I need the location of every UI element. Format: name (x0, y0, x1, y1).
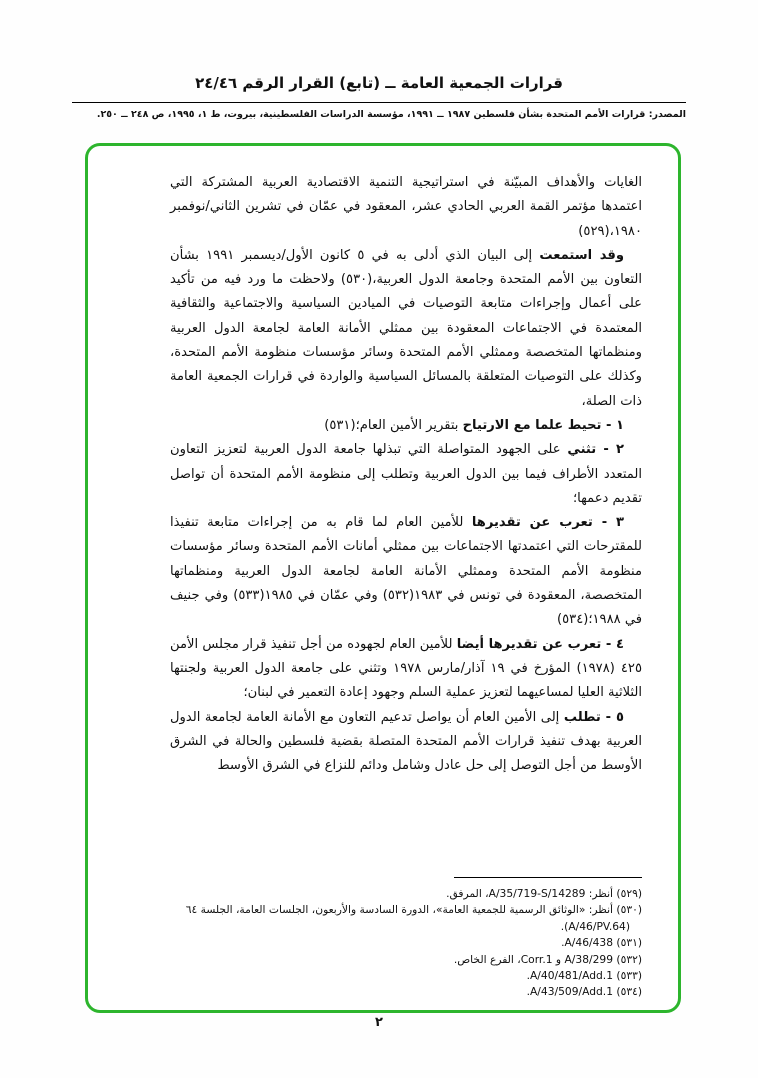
paragraph-operative-1 (170, 414, 642, 438)
paragraph-operative-4 (170, 633, 642, 706)
paragraph-operative-5 (170, 706, 642, 779)
source-line: المصدر: قرارات الأمم المتحدة بشأن فلسطين ١٩٨٧ ــ ١٩٩١، مؤسسة الدراسات الفلسطينية، بيروت، ط ١، ١٩٩٥، ص ٢٤٨ ــ ٢٥٠. (96, 109, 686, 120)
footnote: (٥٣٣) A/40/481/Add.1. (526, 969, 642, 983)
paragraph-lead: ٣ - تعرب عن تقديرها (471, 515, 624, 531)
paragraph-operative-2 (170, 438, 642, 511)
paragraph-lead: ١ - تحيط علما مع الارتياح (462, 417, 624, 433)
document-title: قرارات الجمعية العامة ــ (تابع) القرار الرقم ٢٤/٤٦ (195, 74, 563, 92)
page-number: ٢ (375, 1015, 383, 1030)
footnote: (٥٣٢) A/38/299 و Corr.1، الفرع الخاص. (453, 952, 642, 966)
paragraph-lead: ٤ - تعرب عن تقديرها أيضا (456, 636, 624, 652)
content-frame (85, 143, 681, 1013)
paragraph-text: للأمين العام لما قام به من إجراءات متابعة تنفيذا للمقترحات التي اعتمدتها الاجتماعات بين ممثلي أمانات الأمم المتحدة وسائر مؤسسات منظومة الأمم المتحدة وممثلي الأمانة العامة لجامعة الدول العربية ومنظماتها المتخصصة، المعقودة في تونس في ١٩٨٣(٥٣٢) وفي عمّان في ١٩٨٥(٥٣٣) وفي جنيف في ١٩٨٨؛(٥٣٤) (170, 515, 642, 628)
paragraph-text: على الجهود المتواصلة التي تبذلها جامعة الدول العربية لتعزيز التعاون المتعدد الأطراف فيما بين الدول العربية وتطلب إلى منظومة الأمم المتحدة أن تواصل تقديم دعمها؛ (170, 442, 642, 506)
paragraph-text: بتقرير الأمين العام؛(٥٣١) (324, 417, 463, 433)
footnote: (٥٢٩) أنظر: A/35/719-S/14289، المرفق. (446, 887, 642, 900)
paragraph-lead: ٢ - تثني (567, 442, 624, 458)
paragraph-operative-3 (170, 511, 642, 632)
paragraph-text: إلى البيان الذي أدلى به في ٥ كانون الأول/ديسمبر ١٩٩١ بشأن التعاون بين الأمم المتحدة وجامعة الدول العربية،(٥٣٠) ولاحظت ما ورد فيه من تأكيد على أعمال وإجراءات متابعة التوصيات في الميادين السياسية والاجتماعية والثقافية المعتمدة في الاجتماعات المعقودة بين ممثلي الأمانة العامة لجامعة الدول العربية ومنظماتها المتخصصة وممثلي الأمم المتحدة وسائر مؤسسات منظومة الأمم المتحدة، وكذلك على التوصيات المتعلقة بالمسائل السياسية والواردة في قرارات الجمعية العامة ذات الصلة، (170, 247, 642, 409)
paragraph-text: إلى الأمين العام أن يواصل تدعيم التعاون مع الأمانة العامة لجامعة الدول العربية بهدف تنفيذ قرارات الأمم المتحدة المتصلة بقضية فلسطين والحالة في الشرق الأوسط من أجل التوصل إلى حل عادل وشامل ودائم للنزاع في الشرق الأوسط (170, 709, 642, 774)
paragraph-lead: ٥ - تطلب (563, 709, 625, 725)
resolution-text (170, 171, 642, 778)
paragraph-lead: وقد استمعت (539, 247, 624, 263)
footnote: (٥٣١) A/46/438. (561, 936, 642, 950)
paragraph-text: للأمين العام لجهوده من أجل تنفيذ قرار مجلس الأمن ٤٢٥ (١٩٧٨) المؤرخ في ١٩ آذار/مارس ١٩٧٨ وتثني على جامعة الدول العربية ولجنتها الثلاثية العليا لمساعيهما لتعزيز عملية السلم وجهود إعادة التعمير في لبنان؛ (170, 636, 642, 701)
paragraph-text: الغايات والأهداف المبيّنة في استراتيجية التنمية الاقتصادية العربية المشتركة التي اعتمدها مؤتمر القمة العربي الحادي عشر، المعقود في عمّان في تشرين الثاني/نوفمبر ١٩٨٠،(٥٢٩) (170, 175, 642, 239)
footnote-divider (454, 877, 642, 878)
footnotes-section (170, 886, 642, 1001)
header-divider (72, 102, 686, 103)
footnote: (٥٣٠) أنظر: «الوثائق الرسمية للجمعية العامة»، الدورة السادسة والأربعون، الجلسات العامة، الجلسة ٦٤ (A/46/PV.64). (185, 903, 642, 933)
paragraph-continuation (170, 171, 642, 244)
footnote: (٥٣٤) A/43/509/Add.1. (526, 985, 642, 999)
paragraph-preamble (170, 244, 642, 414)
